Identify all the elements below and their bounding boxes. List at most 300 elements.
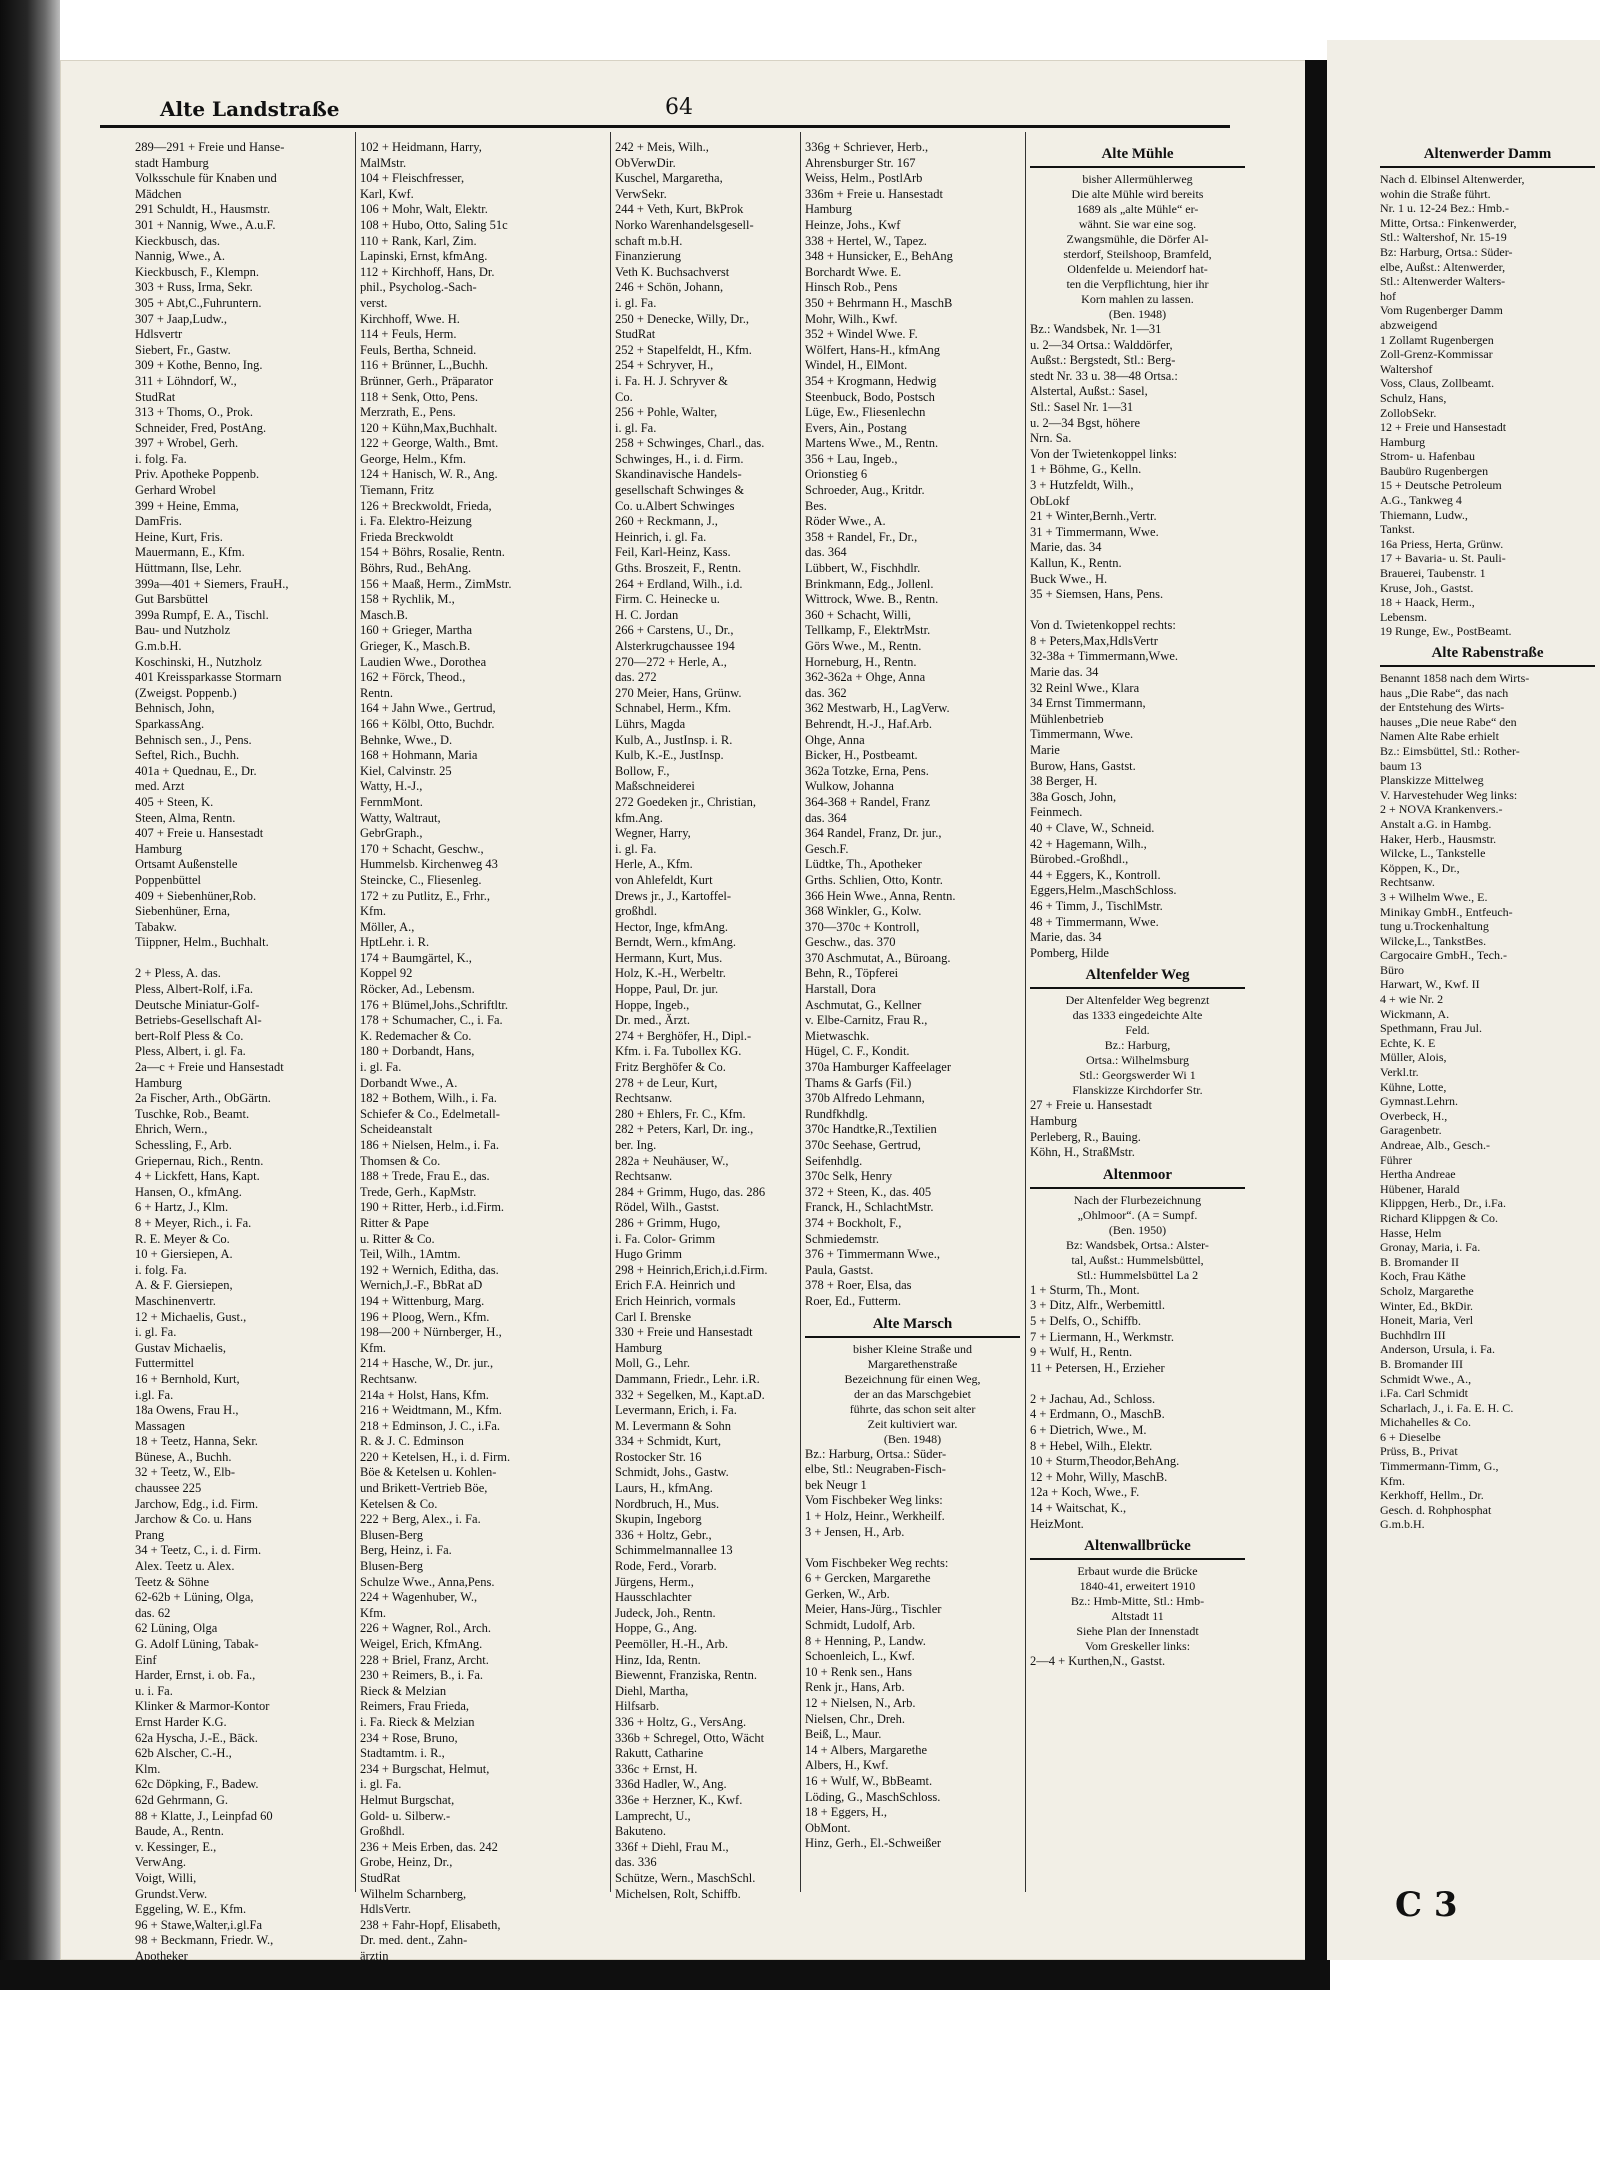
directory-entry-line: 12 + Mohr, Willy, MaschB. <box>1030 1469 1168 1484</box>
directory-entry-line: Harstall, Dora <box>805 982 876 997</box>
directory-entry-line: Lüdtke, Th., Apotheker <box>805 857 922 872</box>
directory-entry-line: Hummelsb. Kirchenweg 43 <box>360 857 498 872</box>
directory-entry-line: Blusen-Berg <box>360 1527 423 1542</box>
directory-entry-line: StudRat <box>615 327 656 342</box>
directory-entry-line: Dr. med., Ärzt. <box>615 1013 690 1028</box>
directory-entry-line: Alsterkrugchaussee 194 <box>615 639 735 653</box>
directory-entry-line: Seifenhdlg. <box>805 1153 863 1168</box>
directory-entry-line: Jarchow, Edg., i.d. Firm. <box>135 1496 259 1511</box>
directory-entry-line: 112 + Kirchhoff, Hans, Dr. <box>360 264 495 279</box>
directory-entry-line: 220 + Ketelsen, H., i. d. Firm. <box>360 1449 511 1464</box>
directory-entry-line: 336c + Ernst, H. <box>615 1761 698 1776</box>
directory-entry-line: 62 Lüning, Olga <box>135 1621 218 1636</box>
directory-entry-line: 154 + Böhrs, Rosalie, Rentn. <box>360 545 505 560</box>
directory-entry-line: 2—4 + Kurthen,N., Gastst. <box>1030 1654 1166 1669</box>
directory-entry-line: Möller, A., <box>360 919 415 934</box>
directory-entry-line: 1 Zollamt Rugenbergen <box>1380 332 1494 347</box>
directory-entry-line: 336d Hadler, W., Ang. <box>615 1777 727 1792</box>
directory-entry-line: 162 + Förck, Theod., <box>360 670 466 685</box>
directory-entry-line: ärztin <box>360 1948 389 1963</box>
directory-entry-line <box>805 1540 1020 1556</box>
directory-entry-line: Hinz, Ida, Rentn. <box>615 1652 701 1667</box>
directory-entry-line: 190 + Ritter, Herb., i.d.Firm. <box>360 1200 505 1215</box>
directory-entry-line: HptLehr. i. R. <box>360 935 430 950</box>
directory-entry-line: 244 + Veth, Kurt, BkProk <box>615 202 744 217</box>
street-section-title: Alte Marsch <box>805 1314 1020 1338</box>
directory-entry-line: 114 + Feuls, Herm. <box>360 327 457 342</box>
directory-entry-line: Stl.: Georgswerder Wi 1 <box>1079 1068 1196 1083</box>
directory-entry-line: 336f + Diehl, Frau M., <box>615 1839 729 1854</box>
directory-entry-line: bert-Rolf Pless & Co. <box>135 1028 244 1043</box>
directory-entry-line: 407 + Freie u. Hansestadt <box>135 826 264 841</box>
directory-entry-line: Spethmann, Frau Jul. <box>1380 1021 1482 1036</box>
directory-entry-line: Futtermittel <box>135 1356 195 1371</box>
directory-entry-line: Schulze Wwe., Anna,Pens. <box>360 1574 495 1589</box>
directory-entry-line: Mietwaschk. <box>805 1028 870 1043</box>
directory-entry-line: (Ben. 1948) <box>883 1431 942 1446</box>
directory-entry-line: 164 + Jahn Wwe., Gertrud, <box>360 701 496 716</box>
directory-entry-line: Gymnast.Lehrn. <box>1380 1094 1458 1109</box>
directory-entry-line: Priv. Apotheke Poppenb. <box>135 467 260 482</box>
directory-entry-line: „Ohlmoor“. (A = Sumpf. <box>1077 1207 1198 1222</box>
directory-entry-line: Marie, das. 34 <box>1030 540 1102 555</box>
directory-entry-line: 370c Handtke,R.,Textilien <box>805 1122 937 1137</box>
directory-entry-line: Buchhdlrn III <box>1380 1327 1446 1342</box>
directory-entry-line: Der Altenfelder Weg begrenzt <box>1065 993 1210 1008</box>
directory-entry-line: 178 + Schumacher, C., i. Fa. <box>360 1013 503 1028</box>
directory-entry-line: Bicker, H., Postbeamt. <box>805 748 918 763</box>
directory-entry-line: med. Arzt <box>135 779 185 794</box>
directory-entry-line: 120 + Kühn,Max,Buchhalt. <box>360 420 498 435</box>
directory-entry-line: Gold- u. Silberw.- <box>360 1808 451 1823</box>
directory-entry-line: 1840-41, erweitert 1910 <box>1079 1579 1196 1594</box>
directory-entry-line: das. 364 <box>805 810 847 825</box>
directory-entry-line: 8 + Meyer, Rich., i. Fa. <box>135 1215 252 1230</box>
directory-entry-line: Andreae, Alb., Gesch.- <box>1380 1138 1490 1152</box>
directory-entry-line: 336 + Holtz, Gebr., <box>615 1527 712 1542</box>
directory-entry-line: Rieck & Melzian <box>360 1683 447 1698</box>
directory-entry-line: 399a—401 + Siemers, FrauH., <box>135 576 289 591</box>
directory-entry-line: 196 + Ploog, Wern., Kfm. <box>360 1309 490 1324</box>
directory-entry-line: 126 + Breckwoldt, Frieda, <box>360 498 492 513</box>
directory-entry-line: Heine, Kurt, Fris. <box>135 529 223 544</box>
directory-entry-line: Alex. Teetz u. Alex. <box>135 1559 235 1574</box>
directory-entry-line: 366 Hein Wwe., Anna, Rentn. <box>805 888 956 903</box>
directory-entry-line: Wilcke,L., TankstBes. <box>1380 933 1487 948</box>
directory-entry-line: 238 + Fahr-Hopf, Elisabeth, <box>360 1917 501 1932</box>
directory-entry-line: bisher Allermühlerweg <box>1082 172 1193 186</box>
directory-entry-line: 368 Winkler, G., Kolw. <box>805 904 922 919</box>
directory-entry-line: Pless, Albert, i. gl. Fa. <box>135 1044 246 1059</box>
directory-entry-line: Aschmutat, G., Kellner <box>805 997 922 1012</box>
directory-entry-line: elbe, Außst.: Altenwerder, <box>1380 259 1506 274</box>
directory-entry-line: schaft m.b.H. <box>615 233 683 248</box>
directory-entry-line: 21 + Winter,Bernh.,Vertr. <box>1030 509 1157 524</box>
directory-entry-line: Strom- u. Hafenbau <box>1380 449 1475 464</box>
directory-entry-line: wohin die Straße führt. <box>1380 186 1491 201</box>
directory-entry-line: 3 + Jensen, H., Arb. <box>805 1524 905 1539</box>
directory-entry-line: Rundfkhdlg. <box>805 1106 868 1121</box>
directory-entry-line: 334 + Schmidt, Kurt, <box>615 1434 722 1449</box>
directory-entry-line: Bz.: Harburg, Ortsa.: Süder- <box>805 1446 947 1461</box>
directory-entry-line: 350 + Behrmann H., MaschB <box>805 295 953 310</box>
directory-entry-line: Kieckbusch, F., Klempn. <box>135 264 259 279</box>
directory-entry-line: Hdlsvertr <box>135 327 183 342</box>
directory-entry-line: Wulkow, Johanna <box>805 779 894 794</box>
directory-entry-line: 218 + Edminson, J. C., i.Fa. <box>360 1418 501 1433</box>
directory-entry-line: Burow, Hans, Gastst. <box>1030 758 1136 773</box>
directory-entry-line: 222 + Berg, Alex., i. Fa. <box>360 1512 481 1527</box>
page-number: 64 <box>665 95 693 120</box>
directory-entry-line: 228 + Briel, Franz, Archt. <box>360 1652 489 1667</box>
directory-entry-line: Planskizze Mittelweg <box>1380 773 1484 788</box>
directory-entry-line: 32-38a + Timmermann,Wwe. <box>1030 649 1179 664</box>
directory-entry-line: hof <box>1380 288 1396 303</box>
directory-entry-line: Mühlenbetrieb <box>1030 711 1104 726</box>
directory-entry-line: Schessling, F., Arb. <box>135 1138 232 1152</box>
directory-entry-line: Helmut Burgschat, <box>360 1792 455 1807</box>
directory-entry-line: 309 + Kothe, Benno, Ing. <box>135 358 263 373</box>
directory-entry-line: 11 + Petersen, H., Erzieher <box>1030 1360 1165 1375</box>
directory-entry-line: Schmidt Wwe., A., <box>1380 1371 1472 1386</box>
directory-entry-line: Nach der Flurbezeichnung <box>1073 1192 1202 1207</box>
directory-entry-line: 40 + Clave, W., Schneid. <box>1030 821 1155 835</box>
directory-entry-line: Marie, das. 34 <box>1030 930 1102 945</box>
directory-entry-line: Laurs, H., kfmAng. <box>615 1481 713 1496</box>
directory-entry-line: 370c Seehase, Gertrud, <box>805 1138 921 1152</box>
directory-entry-line: bek Neugr 1 <box>805 1477 867 1492</box>
directory-entry-line: u. 2—34 Ortsa.: Walddörfer, <box>1030 337 1173 352</box>
directory-entry-line: 182 + Bothem, Wilh., i. Fa. <box>360 1091 497 1106</box>
directory-entry-line: 14 + Waitschat, K., <box>1030 1501 1127 1516</box>
directory-entry-line: 1 + Sturm, Th., Mont. <box>1030 1282 1140 1297</box>
directory-entry-line: 12 + Michaelis, Gust., <box>135 1309 247 1324</box>
directory-entry-line: Eggers,Helm.,MaschSchloss. <box>1030 883 1177 898</box>
directory-entry-line: Frieda Breckwoldt <box>360 529 454 544</box>
directory-entry-line: Kfm. <box>1380 1473 1405 1488</box>
directory-entry-line: 6 + Dieselbe <box>1380 1429 1441 1444</box>
directory-entry-line: 313 + Thoms, O., Prok. <box>135 405 253 420</box>
directory-entry-line: HdlsVertr. <box>360 1902 412 1917</box>
directory-entry-line: 370b Alfredo Lehmann, <box>805 1091 925 1106</box>
directory-entry-line: Behnke, Wwe., D. <box>360 732 453 747</box>
directory-entry-line: 108 + Hubo, Otto, Saling 51c <box>360 217 508 232</box>
directory-entry-line: Hoppe, G., Ang. <box>615 1621 697 1636</box>
directory-entry-line: Schütze, Wern., MaschSchl. <box>615 1870 756 1885</box>
directory-entry-line: 62a Hyscha, J.-E., Bäck. <box>135 1730 258 1745</box>
directory-entry-line: 188 + Trede, Frau E., das. <box>360 1169 490 1184</box>
directory-entry-line: 370a Hamburger Kaffeelager <box>805 1060 951 1075</box>
directory-entry-line: Klm. <box>135 1761 161 1776</box>
directory-entry-line: Seftel, Rich., Buchh. <box>135 748 240 763</box>
directory-entry-line: Köhn, H., StraßMstr. <box>1030 1145 1135 1160</box>
directory-entry-line: Kuschel, Margaretha, <box>615 171 723 186</box>
directory-entry-line: Altstadt 11 <box>1111 1609 1164 1624</box>
directory-entry-line: Pomberg, Hilde <box>1030 945 1109 960</box>
directory-entry-line: Gerhard Wrobel <box>135 483 216 498</box>
directory-entry-line: Anstalt a.G. in Hambg. <box>1380 816 1492 831</box>
directory-entry-line: Hamburg <box>1380 434 1426 449</box>
directory-entry-line: Weiss, Helm., PostlArb <box>805 171 923 186</box>
directory-entry-line: Merzrath, E., Pens. <box>360 405 456 420</box>
directory-entry-line: Wegner, Harry, <box>615 826 691 841</box>
directory-entry-line: 282 + Peters, Karl, Dr. ing., <box>615 1122 754 1137</box>
directory-entry-line: Tiemann, Fritz <box>360 483 434 498</box>
directory-entry-line: i. Fa. Elektro-Heizung <box>360 514 472 529</box>
directory-entry-line: verst. <box>360 295 388 310</box>
directory-entry-line: Skandinavische Handels- <box>615 467 742 482</box>
directory-entry-line: Koch, Frau Käthe <box>1380 1269 1466 1284</box>
directory-entry-line: Grieger, K., Masch.B. <box>360 639 471 653</box>
directory-entry-line: Berndt, Wern., kfmAng. <box>615 935 736 950</box>
directory-entry-line: Drews jr., J., Kartoffel- <box>615 888 732 903</box>
directory-entry-line: Ahrensburger Str. 167 <box>805 155 916 170</box>
directory-entry-line: Hinsch Rob., Pens <box>805 280 898 295</box>
directory-entry-line: 34 Ernst Timmermann, <box>1030 696 1146 711</box>
directory-entry-line: Beiß, L., Maur. <box>805 1727 882 1742</box>
directory-entry-line: Garagenbetr. <box>1380 1123 1442 1138</box>
directory-entry-line: Bz: Wandsbek, Ortsa.: Alster- <box>1066 1237 1209 1252</box>
directory-entry-line: 278 + de Leur, Kurt, <box>615 1075 718 1090</box>
directory-entry-line: Timmermann-Timm, G., <box>1380 1459 1499 1474</box>
directory-entry-line: Erich F.A. Heinrich und <box>615 1278 736 1293</box>
directory-entry-line: Gesch.F. <box>805 841 849 856</box>
directory-entry-line: 12 + Freie und Hansestadt <box>1380 420 1507 435</box>
directory-entry-line: 118 + Senk, Otto, Pens. <box>360 389 479 404</box>
directory-entry-line: Nach d. Elbinsel Altenwerder, <box>1380 172 1525 186</box>
directory-entry-line: Vom Fischbeker Weg links: <box>805 1493 943 1508</box>
directory-entry-line: Scheideanstalt <box>360 1122 433 1137</box>
directory-entry-line: Gronay, Maria, i. Fa. <box>1380 1240 1481 1255</box>
directory-entry-line: Kfm. <box>360 1340 387 1355</box>
directory-entry-line: Prüss, B., Privat <box>1380 1444 1458 1459</box>
directory-entry-line: 301 + Nannig, Wwe., A.u.F. <box>135 217 276 232</box>
directory-entry-line: Wittrock, Wwe. B., Rentn. <box>805 592 939 607</box>
directory-entry-line: 4 + wie Nr. 2 <box>1380 992 1444 1007</box>
directory-entry-line: Lübbert, W., Fischhdlr. <box>805 561 921 576</box>
directory-entry-line: ObLokf <box>1030 493 1070 508</box>
directory-column-5 <box>1030 140 1245 1910</box>
directory-entry-line: 104 + Fleischfresser, <box>360 171 465 186</box>
directory-entry-line: K. Redemacher & Co. <box>360 1028 472 1043</box>
directory-entry-line: das. 362 <box>805 685 847 700</box>
directory-entry-line: 10 + Sturm,Theodor,BehAng. <box>1030 1454 1180 1469</box>
directory-entry-line: Stl.: Sasel Nr. 1—31 <box>1030 399 1134 414</box>
directory-column-6 <box>1380 140 1595 1880</box>
directory-entry-line <box>1030 1376 1245 1392</box>
directory-entry-line: 224 + Wagenhuber, W., <box>360 1590 478 1605</box>
directory-entry-line: 305 + Abt,C.,Fuhruntern. <box>135 295 262 310</box>
directory-entry-line: Brauerei, Taubenstr. 1 <box>1380 566 1486 581</box>
directory-entry-line: kfm.Ang. <box>615 810 663 825</box>
directory-entry-line: H. C. Jordan <box>615 607 679 622</box>
directory-entry-line: Schiefer & Co., Edelmetall- <box>360 1106 500 1121</box>
directory-entry-line: 1689 als „alte Mühle“ er- <box>1076 202 1199 216</box>
directory-entry-line: 216 + Weidtmann, M., Kfm. <box>360 1403 502 1418</box>
directory-entry-line: das 1333 eingedeichte Alte <box>1072 1008 1203 1023</box>
directory-entry-line: 8 + Henning, P., Landw. <box>805 1633 926 1648</box>
directory-entry-line: Zeit kultiviert war. <box>867 1416 958 1431</box>
directory-entry-line: Apotheker <box>135 1948 188 1963</box>
directory-entry-line: Hamburg <box>615 1340 662 1355</box>
directory-entry-line: 19 Runge, Ew., PostBeamt. <box>1380 624 1512 639</box>
directory-entry-line: Gustav Michaelis, <box>135 1340 226 1355</box>
directory-entry-line: Moll, G., Lehr. <box>615 1356 690 1371</box>
directory-entry-line: 46 + Timm, J., TischlMstr. <box>1030 898 1163 913</box>
directory-entry-line: Hausschlachter <box>615 1590 692 1605</box>
directory-entry-line: Griepernau, Rich., Rentn. <box>135 1153 264 1168</box>
directory-entry-line: 270 Meier, Hans, Grünw. <box>615 685 742 700</box>
directory-entry-line: Hansen, O., kfmAng. <box>135 1184 242 1199</box>
directory-entry-line: Scharlach, J., i. Fa. E. H. C. <box>1380 1400 1514 1415</box>
directory-entry-line: Pless, Albert-Rolf, i.Fa. <box>135 982 254 997</box>
directory-entry-line: Paula, Gastst. <box>805 1262 874 1277</box>
directory-entry-line: Co. <box>615 389 633 404</box>
directory-entry-line: Ortsamt Außenstelle <box>135 857 238 872</box>
directory-entry-line: Rode, Ferd., Vorarb. <box>615 1559 717 1574</box>
directory-entry-line: 2 + Pless, A. das. <box>135 966 221 981</box>
directory-entry-line: 180 + Dorbandt, Hans, <box>360 1044 475 1059</box>
directory-entry-line: großhdl. <box>615 904 658 919</box>
directory-entry-line: Lührs, Magda <box>615 716 686 731</box>
directory-entry-line: Rakutt, Catharine <box>615 1746 704 1761</box>
directory-entry-line: stedt Nr. 33 u. 38—48 Ortsa.: <box>1030 368 1178 383</box>
directory-entry-line: Tiippner, Helm., Buchhalt. <box>135 935 269 950</box>
directory-entry-line: 10 + Renk sen., Hans <box>805 1664 913 1679</box>
directory-entry-line: Hamburg <box>1030 1113 1077 1128</box>
directory-entry-line: 311 + Löhndorf, W., <box>135 373 237 388</box>
directory-entry-line: 372 + Steen, K., das. 405 <box>805 1184 932 1199</box>
directory-entry-line: 242 + Meis, Wilh., <box>615 140 709 154</box>
directory-entry-line: Firm. C. Heinecke u. <box>615 592 720 607</box>
directory-entry-line: 338 + Hertel, W., Tapez. <box>805 233 927 248</box>
directory-entry-line: VerwAng. <box>135 1855 187 1870</box>
directory-entry-line: Rödel, Wilh., Gastst. <box>615 1200 720 1215</box>
directory-entry-line: 166 + Kölbl, Otto, Buchdr. <box>360 716 495 731</box>
directory-column-4 <box>805 140 1020 1910</box>
directory-entry-line: G. Adolf Lüning, Tabak- <box>135 1637 259 1651</box>
directory-entry-line: tung u.Trockenhaltung <box>1380 919 1489 934</box>
directory-entry-line: 362 Mestwarb, H., LagVerw. <box>805 701 950 716</box>
directory-entry-line: 362-362a + Ohge, Anna <box>805 670 926 685</box>
directory-entry-line: 18a Owens, Frau H., <box>135 1403 239 1418</box>
directory-entry-line: Prang <box>135 1527 165 1542</box>
directory-entry-line: Bz.: Hmb-Mitte, Stl.: Hmb- <box>1070 1594 1205 1609</box>
directory-entry-line: Deutsche Miniatur-Golf- <box>135 997 260 1012</box>
directory-entry-line: 31 + Timmermann, Wwe. <box>1030 524 1159 539</box>
directory-entry-line: Brünner, Gerh., Präparator <box>360 373 494 388</box>
directory-entry-line: Massagen <box>135 1418 185 1433</box>
directory-entry-line: Oldenfelde u. Meiendorf hat- <box>1067 262 1208 276</box>
directory-entry-line: Schnabel, Herm., Kfm. <box>615 701 731 716</box>
directory-entry-line: 62c Döpking, F., Badew. <box>135 1777 259 1792</box>
directory-entry-line: sterdorf, Steilshoop, Bramfeld, <box>1063 247 1212 261</box>
column-rule <box>355 132 356 1892</box>
directory-entry-line: 6 + Hartz, J., Klm. <box>135 1200 229 1215</box>
directory-entry-line: Flanskizze Kirchdorfer Str. <box>1072 1083 1203 1098</box>
directory-entry-line: i. folg. Fa. <box>135 1262 187 1277</box>
street-section-title: Altenfelder Weg <box>1030 965 1245 989</box>
directory-entry-line: Masch.B. <box>360 607 408 622</box>
directory-entry-line: Behnisch sen., J., Pens. <box>135 732 252 747</box>
directory-entry-line: 226 + Wagner, Rol., Arch. <box>360 1621 491 1636</box>
directory-entry-line: Teil, Wilh., 1Amtm. <box>360 1247 461 1262</box>
directory-entry-line: Schmiedemstr. <box>805 1231 879 1246</box>
directory-entry-line: 3 + Hutzfeldt, Wilh., <box>1030 477 1134 492</box>
directory-entry-line: 397 + Wrobel, Gerh. <box>135 436 239 451</box>
directory-entry-line: Dr. med. dent., Zahn- <box>360 1933 468 1948</box>
directory-entry-line: Schimmelmannallee 13 <box>615 1543 733 1558</box>
scan-bottom-edge <box>0 1960 1330 1990</box>
directory-entry-line: Benannt 1858 nach dem Wirts- <box>1380 671 1530 685</box>
directory-entry-line: Diehl, Martha, <box>615 1683 689 1698</box>
directory-entry-line: Korn mahlen zu lassen. <box>1081 292 1194 306</box>
directory-entry-line: Betriebs-Gesellschaft Al- <box>135 1013 262 1028</box>
column-rule <box>800 132 801 1892</box>
directory-entry-line: 27 + Freie u. Hansestadt <box>1030 1098 1152 1113</box>
directory-entry-line: 16a Priess, Herta, Grünw. <box>1380 536 1504 551</box>
directory-entry-line: tal, Außst.: Hummelsbüttel, <box>1071 1252 1204 1267</box>
directory-entry-line: ZollobSekr. <box>1380 405 1437 420</box>
directory-entry-line: 370—370c + Kontroll, <box>805 919 920 934</box>
directory-entry-line: 250 + Denecke, Willy, Dr., <box>615 311 749 326</box>
directory-entry-line: George, Helm., Kfm. <box>360 451 466 466</box>
directory-entry-line: 160 + Grieger, Martha <box>360 623 473 638</box>
directory-entry-line: 336m + Freie u. Hansestadt <box>805 186 943 201</box>
directory-entry-line: Grths. Schlien, Otto, Kontr. <box>805 872 943 887</box>
directory-entry-line: 42 + Hagemann, Wilh., <box>1030 836 1147 851</box>
directory-entry-line: Richard Klippgen & Co. <box>1380 1210 1498 1225</box>
directory-entry-line: phil., Psycholog.-Sach- <box>360 280 477 295</box>
directory-entry-line: Bollow, F., <box>615 763 670 778</box>
book-binding-shadow <box>0 0 60 1990</box>
directory-entry-line: Bakuteno. <box>615 1824 667 1839</box>
directory-entry-line: Lamprecht, U., <box>615 1808 691 1823</box>
directory-entry-line: Hinz, Gerh., El.-Schweißer <box>805 1836 942 1851</box>
directory-entry-line: u. 2—34 Bgst, höhere <box>1030 415 1141 430</box>
directory-entry-line: 2a Fischer, Arth., ObGärtn. <box>135 1091 271 1106</box>
directory-entry-line: u. i. Fa. <box>135 1683 173 1698</box>
directory-entry-line: SparkassAng. <box>135 716 205 731</box>
directory-entry-line: Herle, A., Kfm. <box>615 857 693 872</box>
directory-entry-line: Steen, Alma, Rentn. <box>135 810 236 825</box>
directory-entry-line: Grobe, Heinz, Dr., <box>360 1855 453 1870</box>
directory-entry-line: Lapinski, Ernst, kfmAng. <box>360 249 488 264</box>
directory-entry-line: 370 Aschmutat, A., Büroang. <box>805 950 951 965</box>
directory-entry-line: Schmidt, Ludolf, Arb. <box>805 1618 916 1633</box>
directory-entry-line: 378 + Roer, Elsa, das <box>805 1278 912 1293</box>
directory-entry-line: Tabakw. <box>135 919 177 934</box>
directory-entry-line: Voss, Claus, Zollbeamt. <box>1380 376 1495 391</box>
directory-entry-line: Margarethenstraße <box>867 1356 958 1371</box>
directory-entry-line: 234 + Rose, Bruno, <box>360 1730 458 1745</box>
directory-entry-line: Veth K. Buchsachverst <box>615 264 730 279</box>
directory-entry-line: 18 + Eggers, H., <box>805 1805 888 1820</box>
directory-entry-line: Volksschule für Knaben und <box>135 171 277 186</box>
directory-entry-line: Overbeck, H., <box>1380 1108 1448 1123</box>
directory-entry-line: Feinmech. <box>1030 805 1083 820</box>
directory-entry-line: Stl.: Altenwerder Walters- <box>1380 274 1506 289</box>
directory-entry-line: u. Ritter & Co. <box>360 1231 435 1246</box>
directory-entry-line: Bz: Harburg, Ortsa.: Süder- <box>1380 244 1513 259</box>
directory-entry-line: Norko Warenhandelsgesell- <box>615 217 754 232</box>
directory-entry-line: Scholz, Margarethe <box>1380 1283 1474 1298</box>
directory-entry-line: 176 + Blümel,Johs.,Schriftltr. <box>360 997 509 1012</box>
directory-entry-line: Schroeder, Aug., Kritdr. <box>805 483 925 498</box>
directory-entry-line: Reimers, Frau Frieda, <box>360 1699 470 1714</box>
directory-entry-line: 336b + Schregel, Otto, Wächt <box>615 1730 765 1745</box>
directory-entry-line: 198—200 + Nürnberger, H., <box>360 1325 502 1340</box>
